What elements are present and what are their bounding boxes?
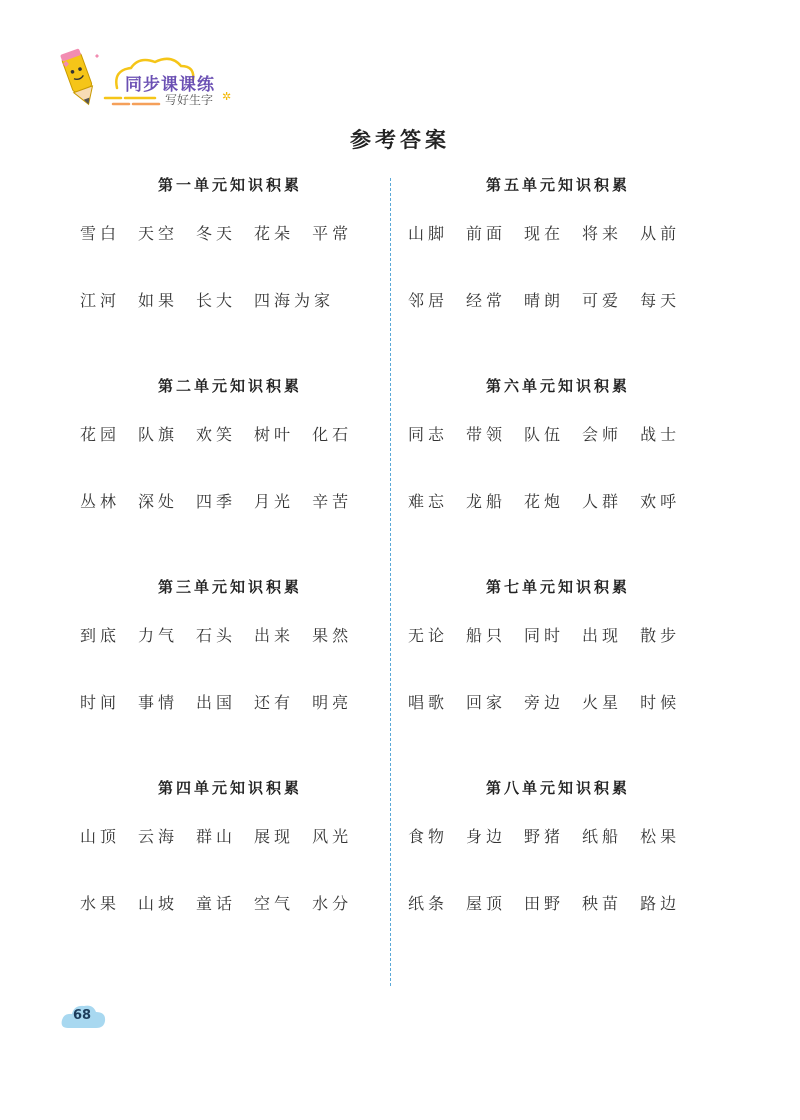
word: 纸船 — [582, 827, 623, 846]
word: 野猪 — [524, 827, 565, 846]
word: 丛林 — [80, 492, 121, 511]
word: 果然 — [312, 626, 353, 645]
word: 火星 — [582, 693, 623, 712]
word: 明亮 — [312, 693, 353, 712]
word: 松果 — [640, 827, 681, 846]
word-row — [408, 200, 708, 267]
word: 花炮 — [524, 492, 565, 511]
word: 平常 — [312, 224, 353, 243]
unit-title: 第七单元知识积累 — [485, 578, 630, 596]
word: 每天 — [640, 291, 681, 310]
unit-section — [408, 371, 708, 572]
column-divider — [390, 178, 391, 986]
word: 事情 — [138, 693, 179, 712]
unit-section — [80, 572, 380, 773]
word: 童话 — [196, 894, 237, 913]
unit-section — [80, 371, 380, 572]
word-row — [408, 669, 708, 736]
word: 辛苦 — [312, 492, 353, 511]
word-row — [80, 870, 380, 937]
word: 出来 — [254, 626, 295, 645]
word: 月光 — [254, 492, 295, 511]
word: 纸条 — [408, 894, 449, 913]
word: 可爱 — [582, 291, 623, 310]
unit-section — [408, 170, 708, 371]
unit-section — [408, 572, 708, 773]
word: 深处 — [138, 492, 179, 511]
unit-section — [80, 773, 380, 974]
word: 经常 — [466, 291, 507, 310]
left-column — [80, 170, 380, 974]
unit-title: 第一单元知识积累 — [157, 176, 302, 194]
word: 唱歌 — [408, 693, 449, 712]
word-row — [80, 669, 380, 736]
word-row — [408, 803, 708, 870]
right-column — [408, 170, 708, 974]
word: 欢呼 — [640, 492, 681, 511]
word: 时候 — [640, 693, 681, 712]
word: 同志 — [408, 425, 449, 444]
word: 山顶 — [80, 827, 121, 846]
unit-title: 第八单元知识积累 — [485, 779, 630, 797]
word: 队旗 — [138, 425, 179, 444]
word: 力气 — [138, 626, 179, 645]
word: 到底 — [80, 626, 121, 645]
word: 食物 — [408, 827, 449, 846]
word: 山脚 — [408, 224, 449, 243]
word: 出国 — [196, 693, 237, 712]
word-row — [408, 267, 708, 334]
word: 队伍 — [524, 425, 565, 444]
word: 秧苗 — [582, 894, 623, 913]
word: 带领 — [466, 425, 507, 444]
page-number-badge — [60, 1000, 108, 1034]
word-row — [80, 602, 380, 669]
word-row — [408, 468, 708, 535]
word: 水果 — [80, 894, 121, 913]
word: 从前 — [640, 224, 681, 243]
word: 水分 — [312, 894, 353, 913]
word: 无论 — [408, 626, 449, 645]
word: 时间 — [80, 693, 121, 712]
logo — [55, 48, 255, 118]
word: 前面 — [466, 224, 507, 243]
page-title: 参考答案 — [350, 128, 450, 152]
word: 花园 — [80, 425, 121, 444]
word: 回家 — [466, 693, 507, 712]
word: 树叶 — [254, 425, 295, 444]
word: 邻居 — [408, 291, 449, 310]
word: 花朵 — [254, 224, 295, 243]
word: 难忘 — [408, 492, 449, 511]
word-row — [408, 870, 708, 937]
word-row — [408, 401, 708, 468]
word: 江河 — [80, 291, 121, 310]
word: 化石 — [312, 425, 353, 444]
word: 如果 — [138, 291, 179, 310]
word: 同时 — [524, 626, 565, 645]
word: 现在 — [524, 224, 565, 243]
word: 四季 — [196, 492, 237, 511]
star-icon: ✲ — [222, 90, 232, 103]
word: 冬天 — [196, 224, 237, 243]
word: 山坡 — [138, 894, 179, 913]
word: 屋顶 — [466, 894, 507, 913]
word: 龙船 — [466, 492, 507, 511]
logo-subtitle: 写好生字 — [165, 93, 214, 107]
word: 散步 — [640, 626, 681, 645]
unit-title: 第二单元知识积累 — [157, 377, 302, 395]
word-row — [408, 602, 708, 669]
unit-section — [80, 170, 380, 371]
logo-title: 同步课课练 — [125, 75, 215, 95]
unit-title: 第六单元知识积累 — [485, 377, 630, 395]
word: 出现 — [582, 626, 623, 645]
word: 欢笑 — [196, 425, 237, 444]
page-number: 68 — [72, 1008, 92, 1023]
word: 空气 — [254, 894, 295, 913]
word: 旁边 — [524, 693, 565, 712]
word: 路边 — [640, 894, 681, 913]
word: 人群 — [582, 492, 623, 511]
word: 展现 — [254, 827, 295, 846]
unit-title: 第四单元知识积累 — [157, 779, 302, 797]
word: 船只 — [466, 626, 507, 645]
unit-section — [408, 773, 708, 974]
word: 田野 — [524, 894, 565, 913]
word: 风光 — [312, 827, 353, 846]
word: 天空 — [138, 224, 179, 243]
word: 会师 — [582, 425, 623, 444]
unit-title: 第三单元知识积累 — [157, 578, 302, 596]
word: 晴朗 — [524, 291, 565, 310]
word: 长大 — [196, 291, 237, 310]
word: 云海 — [138, 827, 179, 846]
word: 将来 — [582, 224, 623, 243]
word-row — [80, 401, 380, 468]
word-row — [80, 200, 380, 267]
word: 四海为家 — [254, 291, 335, 310]
unit-title: 第五单元知识积累 — [485, 176, 630, 194]
word-row — [80, 267, 380, 334]
word-row — [80, 803, 380, 870]
word: 石头 — [196, 626, 237, 645]
word: 还有 — [254, 693, 295, 712]
word: 群山 — [196, 827, 237, 846]
word: 雪白 — [80, 224, 121, 243]
word: 身边 — [466, 827, 507, 846]
word: 战士 — [640, 425, 681, 444]
word-row — [80, 468, 380, 535]
